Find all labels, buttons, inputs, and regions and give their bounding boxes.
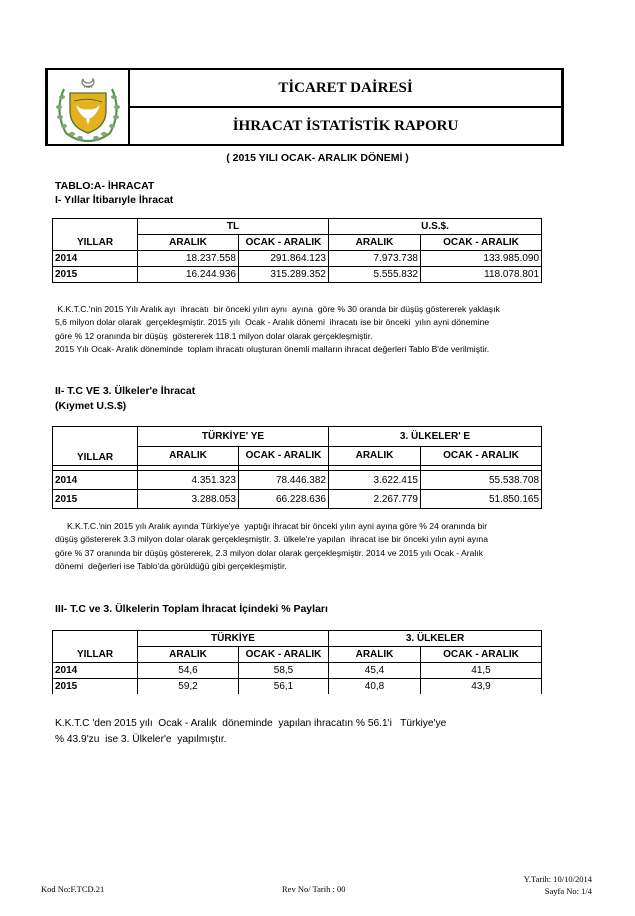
table-a-label: TABLO:A- İHRACAT <box>55 180 155 192</box>
value-cell: 3.622.415 <box>329 471 421 490</box>
value-cell: 7.973.738 <box>329 251 421 267</box>
year-cell: 2014 <box>53 663 138 679</box>
department-title: TİCARET DAİRESİ <box>130 70 561 108</box>
value-cell: 3.288.053 <box>138 490 239 509</box>
year-cell: 2014 <box>53 471 138 490</box>
col-header: ARALIK <box>138 235 239 251</box>
paragraph-line: 2015 Yılı Ocak- Aralık döneminde toplam ihracatı oluşturan önemli malların ihracat değerleri Tablo B'de verilmiştir. <box>55 343 490 354</box>
table-row <box>53 251 542 267</box>
section1-heading: I- Yıllar İtibarıyle İhracat <box>55 194 174 206</box>
value-cell: 315.289.352 <box>239 267 329 283</box>
value-cell: 56,1 <box>239 679 329 695</box>
table-row <box>53 471 542 490</box>
value-cell: 16.244.936 <box>138 267 239 283</box>
col-header-years: YILLAR <box>53 219 138 251</box>
value-cell: 45,4 <box>329 663 421 679</box>
logo-cell <box>48 70 130 144</box>
col-header: OCAK - ARALIK <box>421 235 542 251</box>
col-header-years: YILLAR <box>53 631 138 663</box>
value-cell: 118.078.801 <box>421 267 542 283</box>
table-row <box>53 490 542 509</box>
section2-paragraph <box>55 520 595 573</box>
group-header-usd: U.S.$. <box>329 219 542 235</box>
value-cell: 5.555.832 <box>329 267 421 283</box>
value-cell: 291.864.123 <box>239 251 329 267</box>
exports-by-destination-table <box>52 426 542 509</box>
section1-paragraph <box>55 303 575 356</box>
footer-revision: Rev No/ Tarih : 00 <box>282 884 346 894</box>
table-row <box>53 679 542 695</box>
table-row <box>53 267 542 283</box>
report-header <box>45 68 564 146</box>
col-header: OCAK - ARALIK <box>239 446 329 466</box>
footer-code: Kod No:F.TCD.21 <box>41 884 105 894</box>
value-cell: 18.237.558 <box>138 251 239 267</box>
value-cell: 54,6 <box>138 663 239 679</box>
value-cell: 4.351.323 <box>138 471 239 490</box>
value-cell: 133.985.090 <box>421 251 542 267</box>
paragraph-line: % 43.9'zu ise 3. Ülkeler'e yapılmıştır. <box>55 734 227 745</box>
section3-paragraph <box>55 716 595 748</box>
value-cell: 78.446.382 <box>239 471 329 490</box>
section3-heading: III- T.C ve 3. Ülkelerin Toplam İhracat İçindeki % Payları <box>55 603 328 615</box>
section2-heading: II- T.C VE 3. Ülkeler'e İhracat <box>55 385 196 397</box>
col-header: OCAK - ARALIK <box>239 235 329 251</box>
exports-by-year-table <box>52 218 542 283</box>
footer-page: Sayfa No: 1/4 <box>544 886 592 896</box>
group-header-third-countries: 3. ÜLKELER <box>329 631 542 647</box>
col-header: ARALIK <box>138 647 239 663</box>
group-header-turkey: TÜRKİYE' YE <box>138 427 329 447</box>
year-cell: 2015 <box>53 679 138 695</box>
value-cell: 51.850.165 <box>421 490 542 509</box>
paragraph-line: K.K.T.C.'nin 2015 yılı Aralık ayında Türkiye'ye yaptığı ihracat bir önceki yılın ayni ayına göre % 24 oranında bir <box>55 521 488 531</box>
col-header: OCAK - ARALIK <box>421 446 542 466</box>
group-header-turkey: TÜRKİYE <box>138 631 329 647</box>
footer-date: Y.Tarih: 10/10/2014 <box>523 874 592 884</box>
year-cell: 2014 <box>53 251 138 267</box>
export-share-table <box>52 630 542 694</box>
col-header: ARALIK <box>138 446 239 466</box>
col-header-years: YILLAR <box>53 427 138 466</box>
logo-year: 1983 <box>83 84 93 89</box>
kktc-coat-of-arms-icon <box>50 71 126 145</box>
paragraph-line: 5,6 milyon dolar olarak gerçekleşmiştir. 2015 yılı Ocak - Aralık dönemi ihracatı ise bir önceki yılın ayni dönemine <box>55 317 490 328</box>
paragraph-line: göre % 37 oranında bir düşüş göstererek, 2.3 milyon dolar olarak gerçekleşmiştir. 2014 ve 2015 yılı Ocak - Aralık <box>55 547 483 558</box>
group-header-third-countries: 3. ÜLKELER' E <box>329 427 542 447</box>
paragraph-line: göre % 12 oranında bir düşüş göstererek 118.1 milyon dolar olarak gerçekleşmiştir. <box>55 330 373 341</box>
value-cell: 55.538.708 <box>421 471 542 490</box>
col-header: OCAK - ARALIK <box>421 647 542 663</box>
col-header: ARALIK <box>329 235 421 251</box>
report-period: ( 2015 YILI OCAK- ARALIK DÖNEMİ ) <box>226 152 409 164</box>
value-cell: 41,5 <box>421 663 542 679</box>
year-cell: 2015 <box>53 490 138 509</box>
paragraph-line: K.K.T.C.'nin 2015 Yılı Aralık ayı ihracatı bir önceki yılın aynı ayına göre % 30 oranda bir düşüş göstererek yaklaşık <box>55 304 500 314</box>
value-cell: 59,2 <box>138 679 239 695</box>
group-header-tl: TL <box>138 219 329 235</box>
section2-subheading: (Kıymet U.S.$) <box>55 400 127 412</box>
value-cell: 58,5 <box>239 663 329 679</box>
paragraph-line: dönemi değerleri ise Tablo'da görüldüğü gibi gerçekleşmiştir. <box>55 560 287 571</box>
value-cell: 2.267.779 <box>329 490 421 509</box>
paragraph-line: düşüş göstererek 3.3 milyon dolar olarak gerçekleşmiştir. 3. ülkele're yapılan ihracat ise bir önceki yılın ayni ayına <box>55 534 488 545</box>
col-header: ARALIK <box>329 446 421 466</box>
paragraph-line: K.K.T.C 'den 2015 yılı Ocak - Aralık döneminde yapılan ihracatın % 56.1'i Türkiye'ye <box>55 718 447 729</box>
value-cell: 66.228.636 <box>239 490 329 509</box>
col-header: OCAK - ARALIK <box>239 647 329 663</box>
table-row <box>53 663 542 679</box>
col-header: ARALIK <box>329 647 421 663</box>
year-cell: 2015 <box>53 267 138 283</box>
value-cell: 40,8 <box>329 679 421 695</box>
report-title: İHRACAT İSTATİSTİK RAPORU <box>232 117 459 134</box>
value-cell: 43,9 <box>421 679 542 695</box>
